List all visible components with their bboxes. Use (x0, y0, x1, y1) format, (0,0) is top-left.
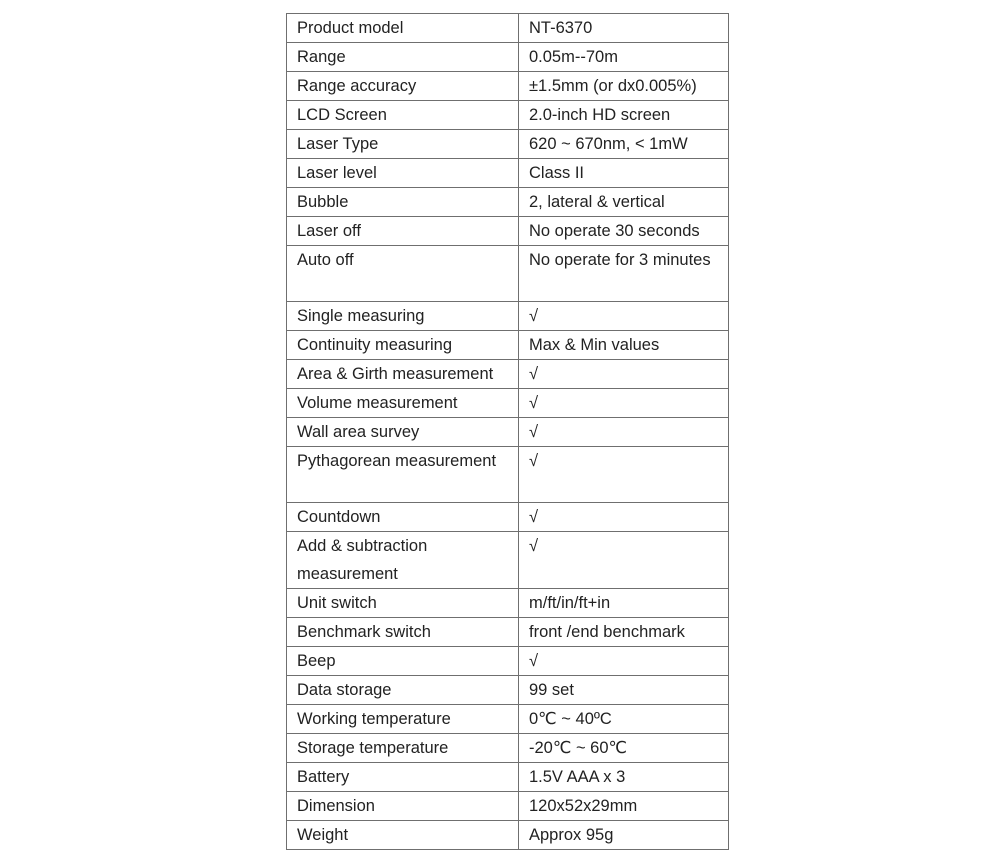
table-row (287, 618, 729, 647)
table-row (287, 647, 729, 676)
table-row (287, 763, 729, 792)
spec-label: Continuity measuring (287, 331, 519, 360)
spec-label: Bubble (287, 188, 519, 217)
spec-label: Storage temperature (287, 734, 519, 763)
spec-value: No operate for 3 minutes (519, 246, 729, 302)
table-row (287, 503, 729, 532)
table-row (287, 792, 729, 821)
table-row (287, 188, 729, 217)
spec-value: Max & Min values (519, 331, 729, 360)
table-row (287, 589, 729, 618)
spec-value: 1.5V AAA x 3 (519, 763, 729, 792)
spec-label: Beep (287, 647, 519, 676)
spec-label: Auto off (287, 246, 519, 302)
table-row (287, 302, 729, 331)
spec-value: NT-6370 (519, 14, 729, 43)
spec-value: 2.0-inch HD screen (519, 101, 729, 130)
spec-label: Battery (287, 763, 519, 792)
spec-label: Benchmark switch (287, 618, 519, 647)
spec-label: Range (287, 43, 519, 72)
spec-value: 0℃ ~ 40ºC (519, 705, 729, 734)
spec-value: 120x52x29mm (519, 792, 729, 821)
spec-table (286, 13, 729, 850)
spec-label: LCD Screen (287, 101, 519, 130)
table-row (287, 246, 729, 302)
spec-value: √ (519, 447, 729, 503)
spec-value: √ (519, 532, 729, 589)
table-row (287, 72, 729, 101)
spec-value: No operate 30 seconds (519, 217, 729, 246)
spec-value: √ (519, 360, 729, 389)
spec-value: √ (519, 503, 729, 532)
table-row (287, 130, 729, 159)
spec-value: front /end benchmark (519, 618, 729, 647)
table-row (287, 821, 729, 850)
spec-label: Weight (287, 821, 519, 850)
spec-value: m/ft/in/ft+in (519, 589, 729, 618)
spec-label: Range accuracy (287, 72, 519, 101)
table-row (287, 389, 729, 418)
table-row (287, 101, 729, 130)
spec-label: Volume measurement (287, 389, 519, 418)
spec-label: Product model (287, 14, 519, 43)
spec-value: 99 set (519, 676, 729, 705)
spec-label: Laser off (287, 217, 519, 246)
spec-value: 620 ~ 670nm, < 1mW (519, 130, 729, 159)
table-row (287, 360, 729, 389)
spec-value: √ (519, 389, 729, 418)
table-row (287, 447, 729, 503)
spec-label: Dimension (287, 792, 519, 821)
table-row (287, 532, 729, 589)
spec-value: -20℃ ~ 60℃ (519, 734, 729, 763)
spec-label: Countdown (287, 503, 519, 532)
spec-value: √ (519, 647, 729, 676)
spec-label: Working temperature (287, 705, 519, 734)
spec-value: 2, lateral & vertical (519, 188, 729, 217)
table-row (287, 331, 729, 360)
table-row (287, 217, 729, 246)
spec-label: Laser level (287, 159, 519, 188)
table-row (287, 734, 729, 763)
table-row (287, 43, 729, 72)
table-row (287, 418, 729, 447)
table-row (287, 159, 729, 188)
spec-label: Data storage (287, 676, 519, 705)
table-row (287, 705, 729, 734)
spec-label: Pythagorean measurement (287, 447, 519, 503)
spec-label: Laser Type (287, 130, 519, 159)
table-row (287, 676, 729, 705)
spec-value: Approx 95g (519, 821, 729, 850)
spec-label: Area & Girth measurement (287, 360, 519, 389)
spec-label: Unit switch (287, 589, 519, 618)
spec-value: Class II (519, 159, 729, 188)
spec-label: Single measuring (287, 302, 519, 331)
table-row (287, 14, 729, 43)
spec-value: 0.05m--70m (519, 43, 729, 72)
spec-value: √ (519, 302, 729, 331)
spec-label: Add & subtraction measurement (287, 532, 519, 589)
spec-label: Wall area survey (287, 418, 519, 447)
spec-value: √ (519, 418, 729, 447)
spec-value: ±1.5mm (or dx0.005%) (519, 72, 729, 101)
